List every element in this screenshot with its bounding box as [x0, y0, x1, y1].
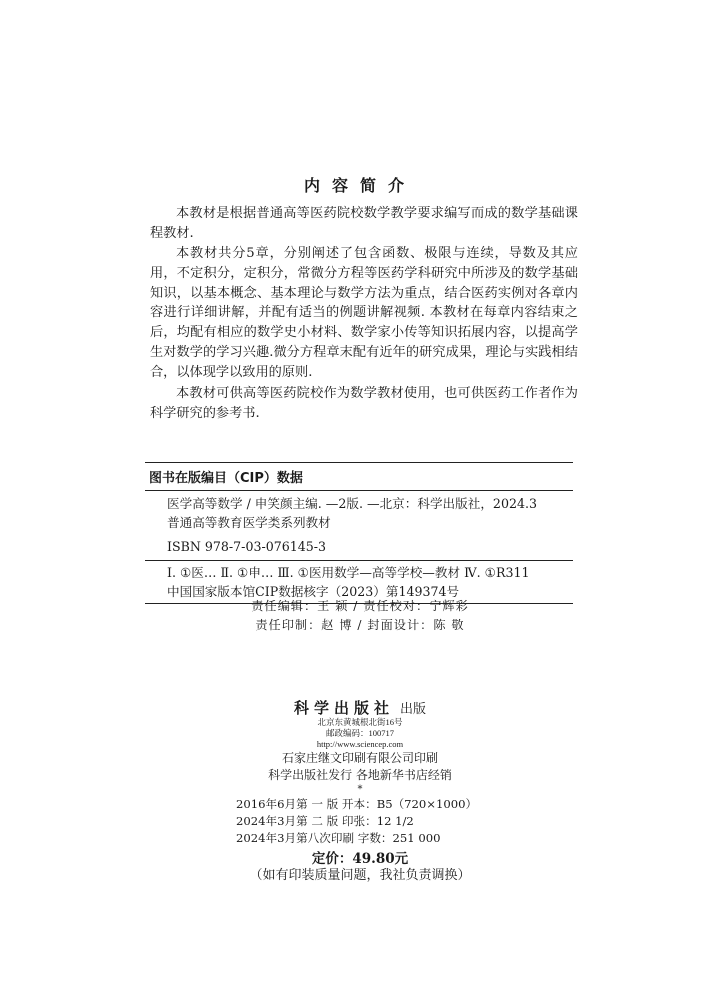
cip-heading: 图书在版编目（CIP）数据	[149, 471, 303, 486]
cip-isbn: ISBN 978-7-03-076145-3	[167, 539, 327, 554]
distribution-line: 科学出版社发行 各地新华书店经销	[268, 768, 452, 782]
editors-line-2: 责任印制：赵 博 / 封面设计：陈 敬	[255, 618, 465, 632]
publisher-address: 北京东黄城根北街16号	[317, 717, 403, 727]
edition-spec-1: 2016年6月第 一 版 开本：B5（720×1000）	[236, 797, 478, 811]
publisher-website: http://www.sciencep.com	[316, 739, 404, 749]
responsible-editors	[0, 597, 720, 635]
cip-isbn-rule	[145, 560, 573, 561]
publisher-name	[0, 697, 720, 718]
cip-series-line: 普通高等教育医学类系列教材	[167, 514, 331, 530]
editors-line-1: 责任编辑：王 颖 / 责任校对：宁辉彩	[251, 599, 469, 613]
quality-notice: （如有印装质量问题，我社负责调换）	[249, 868, 471, 883]
cip-data-block	[145, 462, 573, 604]
price: 定价：49.80元	[311, 851, 409, 867]
publisher-postcode: 邮政编码：100717	[325, 728, 394, 738]
edition-spec-2: 2024年3月第 二 版 印张：12 1/2	[236, 814, 414, 828]
cip-number: 中国国家版本馆CIP数据核字（2023）第149374号	[167, 584, 460, 599]
intro-paragraph-2: 本教材共分5章，分别阐述了包含函数、极限与连续，导数及其应用，不定积分，定积分，常微分方程等医药学科研究中所涉及的数学基础知识，以基本概念、基本理论与数学方法为重点，结合医药实例对各章内容进行详细讲解，并配有适当的例题讲解视频. 本教材在每章内容结束之后，均配有相应的数学史小材料、数学家小传等知识拓展内容，以提高学生对数学的学习兴趣.微分方程章末配有近年的研究成果，理论与实践相结合，以体现学以致用的原则.	[150, 246, 578, 380]
edition-spec-3: 2024年3月第八次印刷 字数：251 000	[236, 831, 441, 845]
publisher-suffix: 出版	[400, 702, 427, 717]
intro-paragraph-1: 本教材是根据普通高等医药院校数学教学要求编写而成的数学基础课程教材.	[150, 206, 578, 241]
cip-title-line: 医学高等数学 / 申笑颜主编. —2版. —北京：科学出版社，2024.3	[167, 496, 537, 511]
intro-paragraph-3: 本教材可供高等医药院校作为数学教材使用，也可供医药工作者作为科学研究的参考书.	[150, 386, 578, 421]
cip-classification: Ⅰ. ①医… Ⅱ. ①申… Ⅲ. ①医用数学—高等学校—教材 Ⅳ. ①R311	[167, 565, 530, 580]
separator-star: *	[357, 784, 363, 795]
publisher-logo-text: 科学出版社	[293, 699, 394, 717]
printer-line: 石家庄继文印刷有限公司印刷	[281, 751, 438, 765]
intro-title: 内容简介	[303, 176, 416, 195]
cip-heading-rule	[145, 490, 573, 491]
